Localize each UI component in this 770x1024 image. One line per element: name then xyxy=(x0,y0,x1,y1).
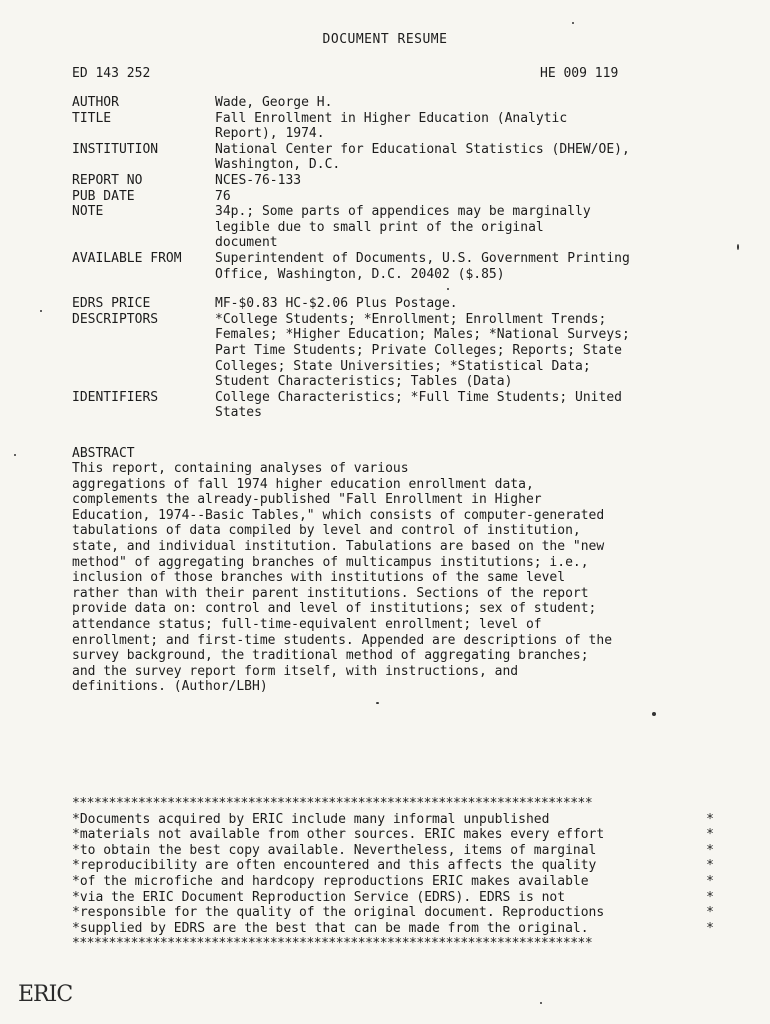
scan-speck xyxy=(40,310,42,312)
field-identifiers xyxy=(72,390,712,421)
field-value: Fall Enrollment in Higher Education (Analytic Report), 1974. xyxy=(215,110,568,142)
field-value: National Center for Educational Statistics (DHEW/OE), Washington, D.C. xyxy=(215,141,630,173)
scan-speck xyxy=(540,1002,542,1004)
scan-speck xyxy=(737,244,739,250)
field-value: MF-$0.83 HC-$2.06 Plus Postage. xyxy=(215,296,458,312)
field-label: INSTITUTION xyxy=(72,141,159,157)
field-label: AVAILABLE FROM xyxy=(72,250,182,266)
field-value: *College Students; *Enrollment; Enrollment Trends; Females; *Higher Education; Males; *National Surveys; Part Time Students; Private Colleges; Reports; State Colleges; State Universities; *Statistical Data; Student Characteristics; Tables (Data) xyxy=(215,311,630,390)
he-number: HE 009 119 xyxy=(540,66,619,81)
notice-border-top: *********************************************************************** xyxy=(72,796,593,811)
notice-line: * reproducibility are often encountered and this affects the quality * xyxy=(72,858,714,874)
scan-speck xyxy=(376,702,379,704)
field-value: College Characteristics; *Full Time Students; United States xyxy=(215,389,622,421)
resume-fields xyxy=(72,95,712,421)
document-title: DOCUMENT RESUME xyxy=(322,32,448,47)
notice-line: * to obtain the best copy available. Nevertheless, items of marginal * xyxy=(72,842,714,858)
field-report-no xyxy=(72,173,712,189)
ed-number: ED 143 252 xyxy=(72,66,151,81)
field-author xyxy=(72,95,712,111)
field-title xyxy=(72,111,712,142)
notice-line: * responsible for the quality of the original document. Reproductions * xyxy=(72,905,714,921)
field-label: IDENTIFIERS xyxy=(72,389,159,405)
field-label: DESCRIPTORS xyxy=(72,311,159,327)
field-institution xyxy=(72,142,712,173)
abstract-text: This report, containing analyses of various aggregations of fall 1974 higher education enrollment data, complements the already-published "Fall Enrollment in Higher Education, 1974--Basic Tables," which consists of computer-generated tabulations of data compiled by level and control of institution, state, and individual institution. Tabulations are based on the "new method" of aggregating branches of multicampus institutions; i.e., inclusion of those branches with institutions of the same level rather than with their parent institutions. Sections of the report provide data on: control and level of institutions; sex of student; attendance status; full-time-equivalent enrollment; level of enrollment; and first-time students. Appended are descriptions of the survey background, the traditional method of aggregating branches; and the survey report form itself, with instructions, and definitions. (Author/LBH) xyxy=(72,461,613,695)
notice-line: * via the ERIC Document Reproduction Service (EDRS). EDRS is not * xyxy=(72,889,714,905)
scan-speck xyxy=(652,712,656,716)
notice-line: * supplied by EDRS are the best that can be made from the original. * xyxy=(72,920,714,936)
field-descriptors xyxy=(72,312,712,390)
scan-speck xyxy=(447,288,449,290)
scan-speck xyxy=(14,454,16,456)
field-pub-date xyxy=(72,189,712,205)
field-note xyxy=(72,204,712,251)
field-available-from xyxy=(72,251,712,282)
notice-line: * Documents acquired by ERIC include many informal unpublished * xyxy=(72,811,714,827)
field-value: 34p.; Some parts of appendices may be marginally legible due to small print of the original document xyxy=(215,204,591,251)
abstract-label: ABSTRACT xyxy=(72,446,135,461)
field-label: REPORT NO xyxy=(72,172,143,188)
field-edrs-price xyxy=(72,296,712,312)
field-value: Wade, George H. xyxy=(215,95,333,110)
reproduction-notice xyxy=(72,796,714,952)
notice-border-bottom: *********************************************************************** xyxy=(72,936,593,952)
field-label: EDRS PRICE xyxy=(72,296,151,312)
field-label: PUB DATE xyxy=(72,188,135,204)
notice-line: * materials not available from other sources. ERIC makes every effort * xyxy=(72,827,714,843)
eric-logo-text: ERIC xyxy=(18,982,73,1007)
scan-speck xyxy=(572,22,574,24)
field-label: AUTHOR xyxy=(72,95,119,110)
field-value: NCES-76-133 xyxy=(215,172,302,188)
field-label: NOTE xyxy=(72,204,104,220)
field-value: Superintendent of Documents, U.S. Government Printing Office, Washington, D.C. 20402 ($.85) xyxy=(215,250,630,282)
eric-logo xyxy=(18,982,73,1018)
field-label: TITLE xyxy=(72,110,112,126)
field-value: 76 xyxy=(215,188,231,204)
notice-line: * of the microfiche and hardcopy reproductions ERIC makes available * xyxy=(72,873,714,889)
